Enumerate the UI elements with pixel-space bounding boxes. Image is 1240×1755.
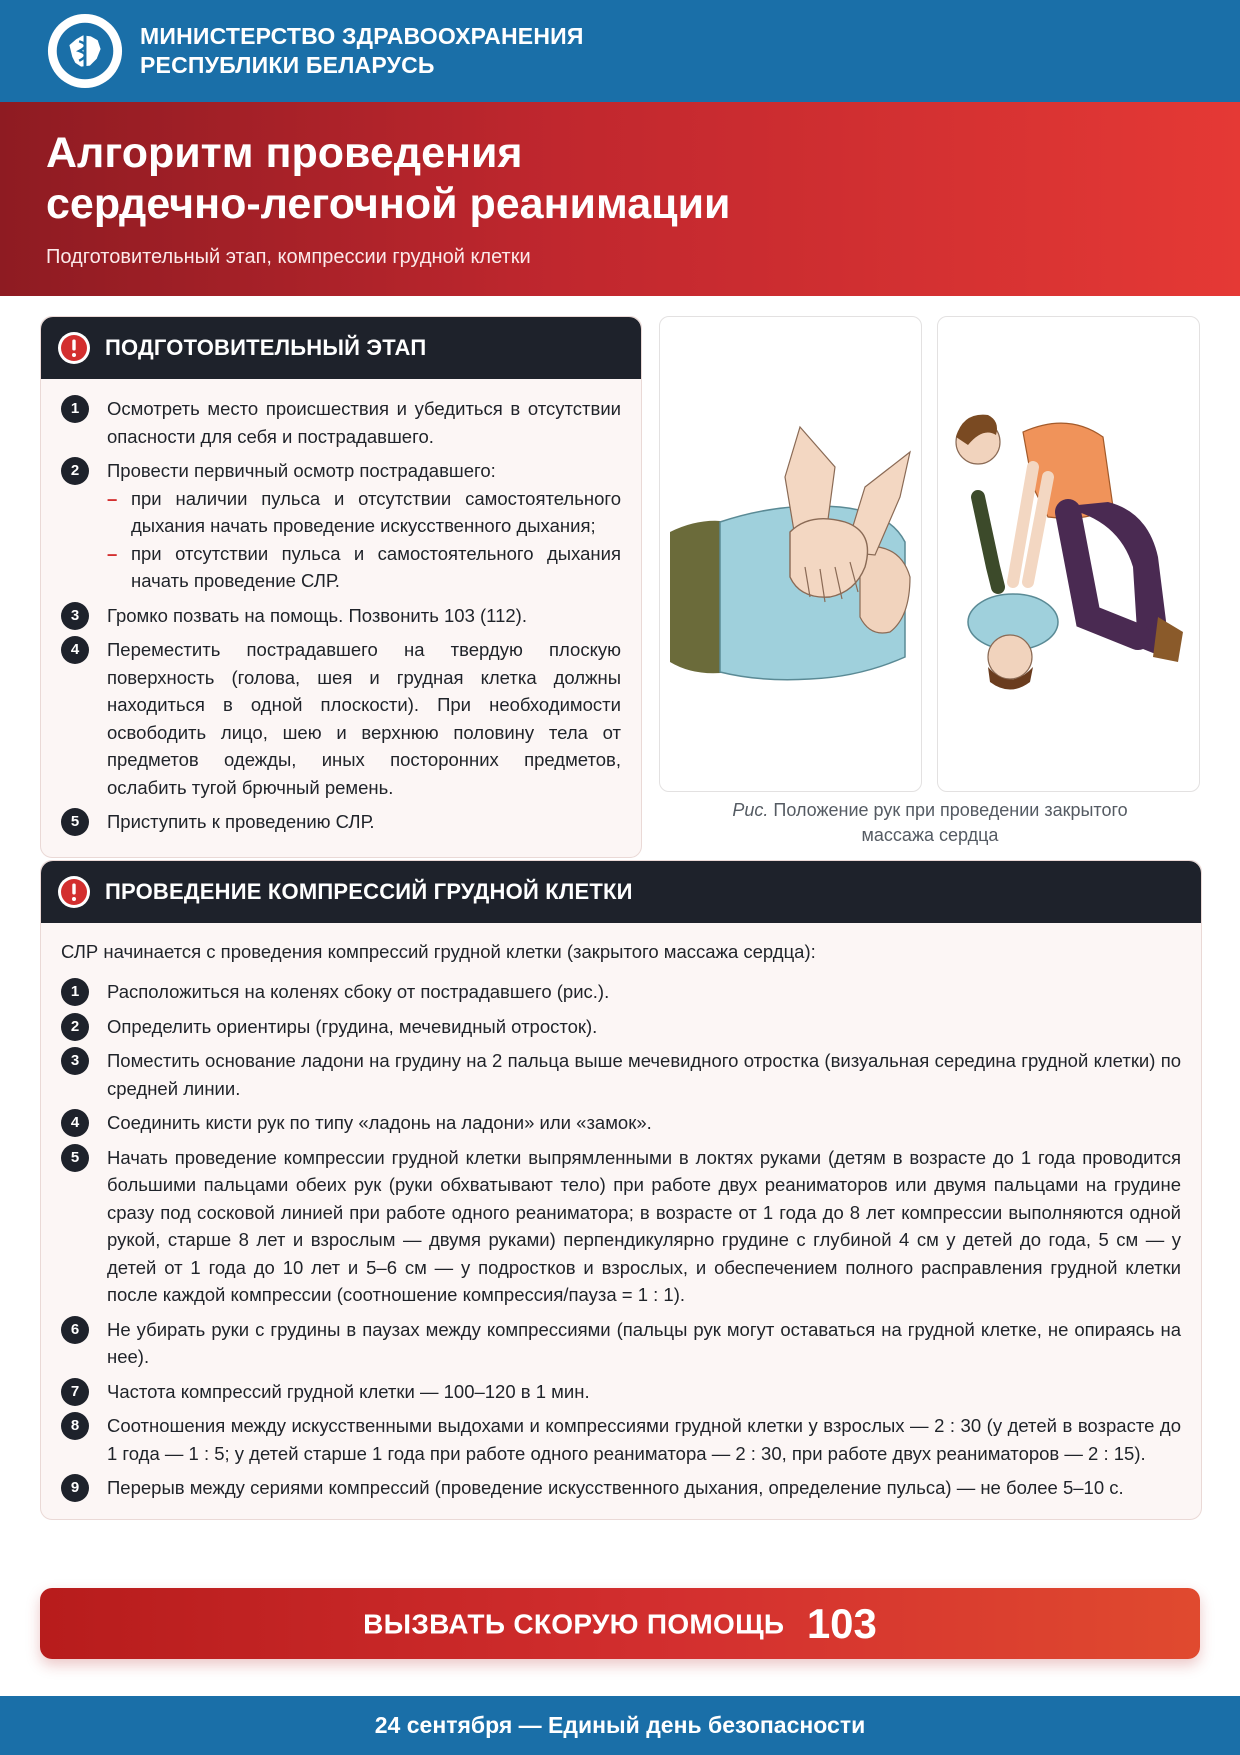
step-number-badge: 2 xyxy=(61,1013,89,1041)
call-ambulance-label: ВЫЗВАТЬ СКОРУЮ ПОМОЩЬ xyxy=(363,1608,785,1640)
page-subtitle: Подготовительный этап, компрессии грудной клетки xyxy=(46,246,531,268)
compressions-header xyxy=(41,861,1201,923)
step-text: Расположиться на коленях сбоку от пострадавшего (рис.). xyxy=(107,981,610,1002)
step-number-badge: 1 xyxy=(61,978,89,1006)
step-text: Провести первичный осмотр пострадавшего: xyxy=(107,460,496,481)
footer-banner xyxy=(0,1696,1240,1755)
step-text: Соотношения между искусственными выдохами и компрессиями грудной клетки у взрослых — 2 : 30 (у детей в возрасте до 1 года — 1 : 5; у детей старше 1 года при работе одного реаниматора — 2 : 30, при работе двух реаниматоров — 2 : 15). xyxy=(107,1415,1181,1464)
sub-step-item: – при наличии пульса и отсутствии самостоятельного дыхания начать проведение искусственного дыхания; xyxy=(107,485,621,540)
step-number-badge: 2 xyxy=(61,457,89,485)
step-number-badge: 5 xyxy=(61,808,89,836)
step-text: Перерыв между сериями компрессий (проведение искусственного дыхания, определение пульса) — не более 5–10 с. xyxy=(107,1477,1124,1498)
compressions-card xyxy=(40,860,1202,1520)
step-number-badge: 3 xyxy=(61,1047,89,1075)
alert-icon xyxy=(57,875,91,909)
step-item xyxy=(61,1013,1181,1041)
step-text: Не убирать руки с грудины в паузах между компрессиями (пальцы рук могут оставаться на грудной клетке, не опираясь на нее). xyxy=(107,1318,1181,1367)
step-text: Соединить кисти рук по типу «ладонь на ладони» или «замок». xyxy=(107,1112,652,1133)
alert-icon xyxy=(57,331,91,365)
step-number-badge: 4 xyxy=(61,1109,89,1137)
ministry-name-line2: РЕСПУБЛИКИ БЕЛАРУСЬ xyxy=(140,52,435,78)
step-text: Поместить основание ладони на грудину на 2 пальца выше мечевидного отростка (визуальная середина грудной клетки) по средней линии. xyxy=(107,1050,1181,1099)
step-text: Определить ориентиры (грудина, мечевидный отросток). xyxy=(107,1015,598,1037)
step-text: Начать проведение компрессии грудной клетки выпрямленными в локтях руками (детям в возрасте до 1 года проводится большими пальцами обеих рук (руки обхватывают тело) при работе двух реаниматоров или двумя пальцами на грудине сразу под сосковой линией при работе одного реаниматора; в возрасте от 1 года до 8 лет компрессии выполняются одной рукой, старше 8 лет и взрослым — двумя руками) перпендикулярно грудине с глубиной 4 см у детей до года, 5 см — у детей от 1 года до 10 лет и 5–6 см — у подростков и взрослых, и обеспечением полного расправления грудной клетки после каждой компрессии (соотношение компрессия/пауза = 1 : 1). xyxy=(107,1146,1181,1305)
step-item xyxy=(61,1144,1181,1309)
footer-text: 24 сентября — Единый день безопасности xyxy=(374,1712,866,1738)
step-number-badge: 1 xyxy=(61,395,89,423)
figure-caption-line2: массажа сердца xyxy=(861,825,999,845)
step-number-badge: 4 xyxy=(61,636,89,664)
prep-stage-card xyxy=(40,316,642,858)
step-item xyxy=(61,1378,1181,1406)
figure-caption xyxy=(660,798,1200,848)
prep-steps-list xyxy=(61,395,621,843)
step-item xyxy=(61,1316,1181,1371)
figure-caption-prefix: Рис. xyxy=(732,800,769,820)
step-number-badge: 3 xyxy=(61,602,89,630)
compressions-title: ПРОВЕДЕНИЕ КОМПРЕССИЙ ГРУДНОЙ КЛЕТКИ xyxy=(105,879,633,904)
step-text: Частота компрессий грудной клетки — 100–120 в 1 мин. xyxy=(107,1380,590,1402)
step-text: Осмотреть место происшествия и убедиться в отсутствии опасности для себя и пострадавшего. xyxy=(107,398,621,447)
step-item xyxy=(61,457,621,595)
figure-rescuer-kneeling xyxy=(937,316,1200,792)
step-item xyxy=(61,1109,1181,1137)
step-text: Переместить пострадавшего на твердую плоскую поверхность (голова, шея и грудная клетка должны находиться в одной плоскости). При необходимости освободить лицо, шею и верхнюю половину тела от предметов одежды, иных посторонних предметов, ослабить тугой брючный ремень. xyxy=(107,639,621,798)
call-ambulance-banner xyxy=(40,1588,1200,1659)
page-title xyxy=(46,128,730,230)
step-item xyxy=(61,1047,1181,1102)
page-title-line2: сердечно-легочной реанимации xyxy=(46,180,731,228)
step-item xyxy=(61,978,1181,1006)
ambulance-number: 103 xyxy=(806,1600,877,1648)
figure-hands-on-chest xyxy=(659,316,922,792)
step-number-badge: 8 xyxy=(61,1412,89,1440)
compressions-steps-list xyxy=(61,978,1181,1509)
ministry-name-line1: МИНИСТЕРСТВО ЗДРАВООХРАНЕНИЯ xyxy=(140,23,584,49)
ministry-header xyxy=(0,0,1240,102)
step-item xyxy=(61,1474,1181,1502)
step-number-badge: 6 xyxy=(61,1316,89,1344)
step-text: Громко позвать на помощь. Позвонить 103 (112). xyxy=(107,604,527,626)
step-item xyxy=(61,1412,1181,1467)
step-item xyxy=(61,602,621,630)
hands-on-chest-illustration xyxy=(660,317,921,791)
prep-stage-title: ПОДГОТОВИТЕЛЬНЫЙ ЭТАП xyxy=(105,335,427,360)
step-number-badge: 5 xyxy=(61,1144,89,1172)
step-number-badge: 7 xyxy=(61,1378,89,1406)
step-item xyxy=(61,636,621,801)
step-item xyxy=(61,808,621,836)
step-text: Приступить к проведению СЛР. xyxy=(107,811,375,832)
prep-stage-header xyxy=(41,317,641,379)
ministry-emblem-icon xyxy=(46,12,124,90)
sub-step-item: – при отсутствии пульса и самостоятельного дыхания начать проведение СЛР. xyxy=(107,540,621,595)
rescuer-kneeling-illustration xyxy=(938,317,1199,791)
compressions-intro: СЛР начинается с проведения компрессий грудной клетки (закрытого массажа сердца): xyxy=(61,941,816,962)
figure-caption-line1: Положение рук при проведении закрытого xyxy=(773,800,1128,820)
step-item xyxy=(61,395,621,450)
page-title-line1: Алгоритм проведения xyxy=(46,129,523,177)
title-banner xyxy=(0,102,1240,296)
step-number-badge: 9 xyxy=(61,1474,89,1502)
